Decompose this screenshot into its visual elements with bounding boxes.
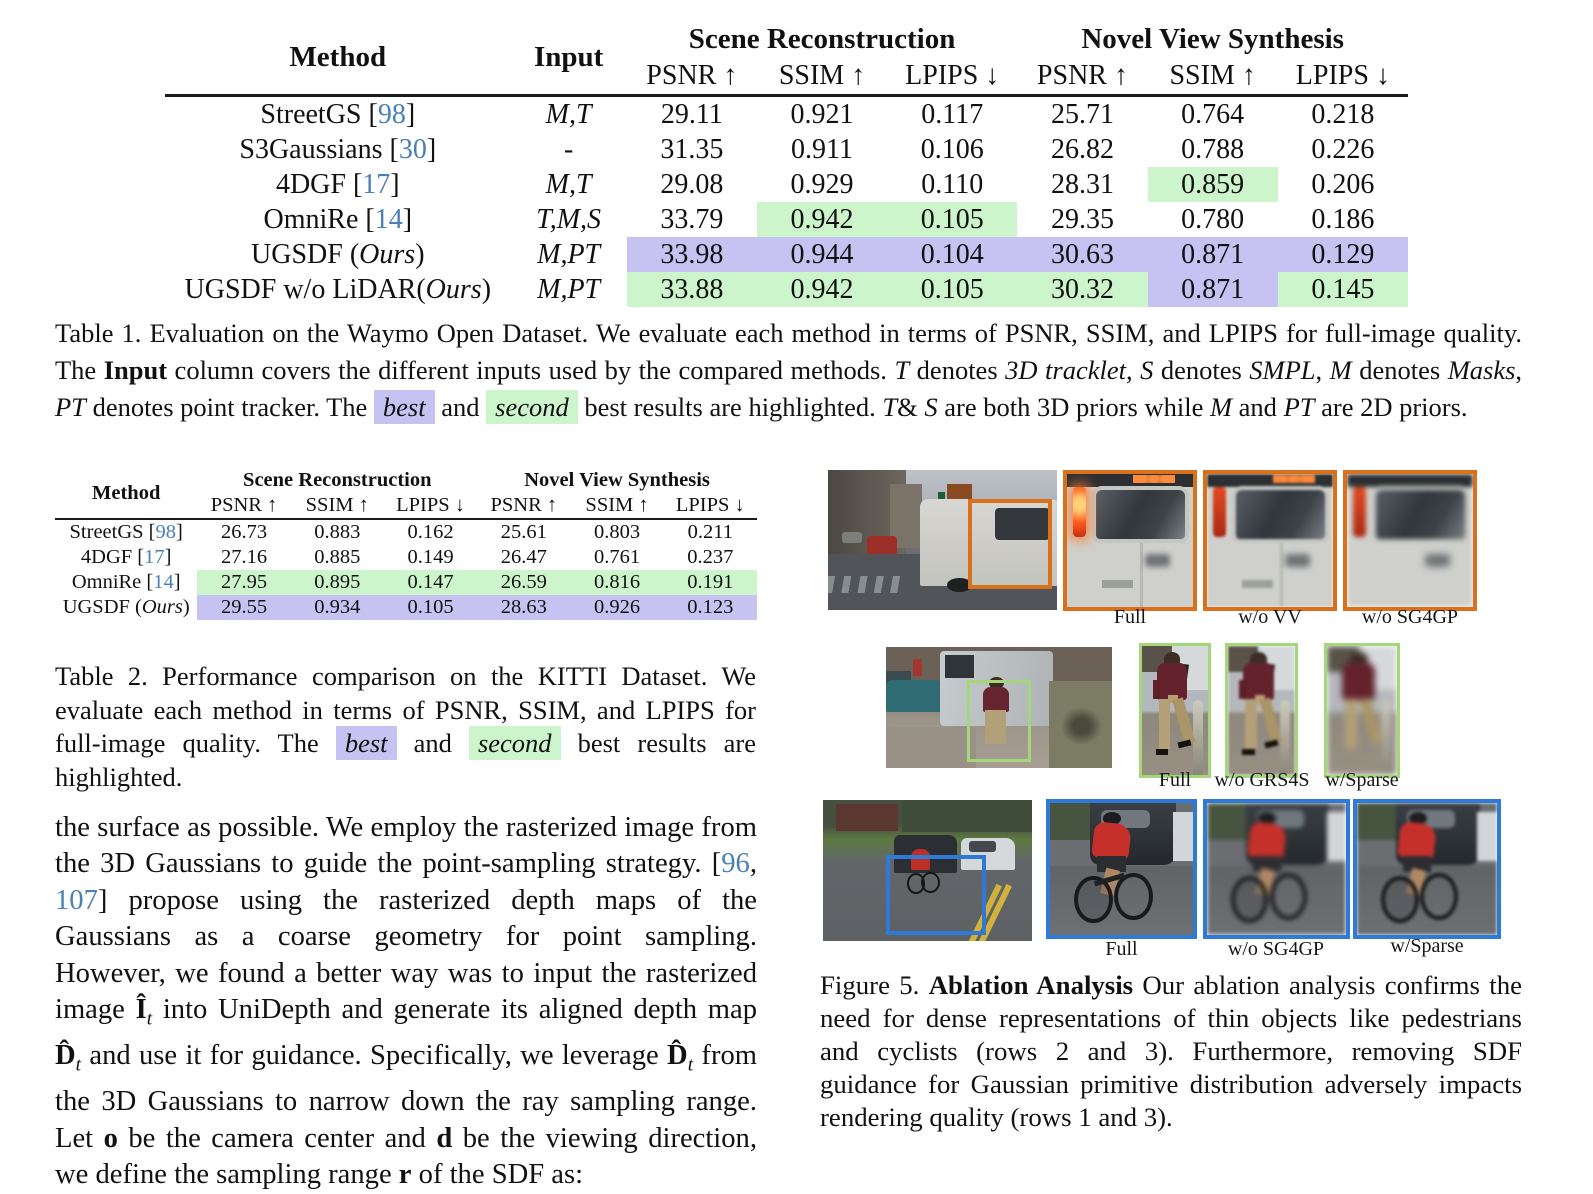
metric-cell: 0.117 [921, 98, 984, 130]
metric-cell-best: 33.98 [627, 237, 757, 272]
cyclist-render [1050, 803, 1193, 935]
figure5-row3-crop-w-sparse [1353, 799, 1501, 939]
text-segment: UGSDF ( [251, 238, 360, 270]
text-segment: ) [481, 273, 492, 305]
text-segment: OmniRe [ [71, 571, 154, 593]
van-shadow-blob [1145, 554, 1170, 567]
table-row [55, 519, 757, 545]
text-segment: and [1232, 392, 1284, 422]
text-segment: , [1125, 355, 1141, 385]
metric-cell: 0.788 [1181, 133, 1245, 165]
figure5-row1-label-wo-vv: w/o VV [1238, 606, 1302, 628]
metric-cell-second-best: 30.32 [1017, 272, 1147, 307]
text-segment: Ours [141, 596, 183, 618]
citation-link[interactable]: 96 [721, 848, 750, 880]
text-segment: from the 3D Gaussians to narrow down the ray sampling range. Let [55, 1040, 758, 1154]
table-row [55, 595, 757, 620]
metric-cell: 26.47 [500, 546, 547, 568]
table-row [165, 272, 1408, 307]
white-car [1173, 812, 1193, 861]
text-segment: best [336, 726, 397, 760]
pedestrian-leg [1259, 697, 1282, 745]
text-segment: Ablation Analysis [928, 970, 1134, 1000]
citation-link[interactable]: 17 [144, 546, 165, 568]
method-cell [165, 272, 511, 307]
figure5-row2-label-full: Full [1158, 769, 1192, 791]
text-segment: StreetGS [ [69, 521, 156, 543]
text-segment: S [1140, 355, 1154, 385]
table1-waymo-results [165, 20, 1408, 307]
input-cell: - [563, 133, 574, 165]
metric-cell-best: 0.105 [384, 595, 477, 620]
bicycle-wheel [1231, 876, 1269, 924]
van-taillight [1213, 487, 1226, 536]
text-segment: ] propose using the rasterized depth maps of the Gaussians as a coarse geometry for point sampling. However, we found a better way was to input the rasterized image [55, 884, 757, 1026]
metric-cell-second-best: 0.942 [757, 202, 887, 237]
table2-caption [55, 660, 756, 794]
sidewalk [886, 727, 976, 768]
text-segment: ] [426, 133, 437, 165]
input-cell: M,PT [537, 273, 601, 305]
text-segment: PT [1283, 392, 1315, 422]
metric-cell: 25.61 [500, 521, 547, 543]
metric-cell-best: 0.944 [757, 237, 887, 272]
text-segment: T [894, 355, 910, 385]
text-segment: ] [402, 203, 413, 235]
text-segment: SMPL [1249, 355, 1316, 385]
text-segment: Î [135, 994, 147, 1026]
metric-cell-best: 0.871 [1148, 237, 1278, 272]
table2-col-psnr-nvs: PSNR ↑ [477, 493, 570, 519]
metric-cell: 0.780 [1181, 203, 1245, 235]
text-segment: ) [415, 238, 425, 270]
text-segment: denotes [909, 355, 1006, 385]
input-cell: M,PT [537, 238, 601, 270]
figure5-row2-label-wo-grs4s: w/o GRS4S [1214, 769, 1310, 791]
pedestrian-leg [1359, 697, 1383, 745]
van-window [945, 655, 974, 678]
metric-cell: 29.35 [1050, 203, 1114, 235]
van-door-seam [1280, 543, 1283, 607]
pedestrian-leg [1345, 699, 1357, 749]
van-rear-render [1347, 474, 1473, 607]
metric-cell-best: 0.123 [664, 595, 757, 620]
metric-cell: 29.08 [660, 168, 724, 200]
van-marker-lights [1273, 475, 1316, 483]
metric-cell: 0.218 [1311, 98, 1375, 130]
text-segment: r [398, 1159, 412, 1191]
metric-cell-second-best: 0.105 [887, 272, 1017, 307]
figure5-row3-label-full: Full [1105, 938, 1138, 960]
text-segment: ] [173, 571, 181, 593]
bollard [1193, 700, 1203, 775]
text-segment: 3D tracklet [1005, 355, 1126, 385]
pedestrian-leg [1159, 699, 1170, 749]
text-segment: d [436, 1122, 453, 1154]
metric-cell: 26.73 [220, 521, 268, 543]
metric-cell: 33.79 [660, 203, 724, 235]
figure5-row2-crop-w-sparse [1324, 643, 1400, 778]
metric-cell: 0.206 [1311, 168, 1375, 200]
figure5-row1-label-full: Full [1113, 606, 1147, 628]
metric-cell-best: 0.104 [887, 237, 1017, 272]
text-segment: t [75, 1054, 82, 1076]
text-segment: second [486, 390, 578, 424]
text-segment: M [1209, 392, 1233, 422]
table1-col-ssim-nvs: SSIM ↑ [1148, 58, 1278, 96]
metric-cell-best: 0.129 [1278, 237, 1408, 272]
trees [902, 800, 1032, 832]
table1-col-lpips-sr: LPIPS ↓ [887, 58, 1017, 96]
text-segment: ) [182, 596, 190, 618]
text-segment: be the camera center and [117, 1122, 437, 1154]
figure5-row3-label-wo-sg4gp: w/o SG4GP [1227, 938, 1325, 960]
pedestrian-render [1142, 646, 1208, 775]
method-cell [165, 237, 511, 272]
figure5-row2-crop-wo-grs4s [1225, 643, 1298, 778]
white-car [1327, 812, 1346, 861]
text-segment: Table 1. Evaluation on the Waymo Open Dataset. We evaluate each method in terms of PSNR, SSIM, and LPIPS for full-image quality. The [55, 318, 1522, 385]
text-segment: into UniDepth and generate its aligned depth map [152, 994, 758, 1026]
table2-col-lpips-sr: LPIPS ↓ [384, 493, 477, 519]
metric-cell-best: 30.63 [1017, 237, 1147, 272]
figure5-row3-label-w-sparse: w/Sparse [1390, 935, 1464, 957]
method-cell [165, 96, 511, 133]
text-segment: o [103, 1122, 118, 1154]
pedestrian-arm [1239, 680, 1246, 699]
metric-cell-second-best: 26.59 [477, 570, 570, 595]
method-cell [165, 202, 511, 237]
text-segment: ] [164, 546, 172, 568]
metric-cell-second-best: 33.88 [627, 272, 757, 307]
table1-input-header: Input [511, 20, 627, 96]
table1-caption [55, 315, 1522, 426]
metric-cell: 0.929 [790, 168, 854, 200]
cyclist-torso [1091, 821, 1132, 860]
method-cell [165, 132, 511, 167]
table1-group-scene-reconstruction: Scene Reconstruction [688, 22, 956, 55]
text-segment: D̂ [55, 1040, 76, 1072]
table2-method-header: Method [55, 468, 197, 519]
text-segment: D̂ [667, 1040, 688, 1072]
method-cell [165, 167, 511, 202]
metric-cell: 0.149 [407, 546, 454, 568]
pedestrian-shirt [1342, 663, 1374, 699]
text-segment: UGSDF ( [62, 596, 142, 618]
van-plate [1102, 580, 1132, 588]
text-segment: S [924, 392, 938, 422]
metric-cell-second-best: 0.105 [887, 202, 1017, 237]
text-segment: 4DGF [ [275, 168, 363, 200]
table-row [165, 237, 1408, 272]
cyclist-torso [1397, 821, 1437, 860]
metric-cell-second-best: 27.95 [197, 570, 290, 595]
text-segment: best results are highlighted. [577, 392, 883, 422]
table2-group-scene-reconstruction: Scene Reconstruction [243, 469, 432, 491]
table-row [165, 167, 1408, 202]
metric-cell-second-best: 0.816 [570, 570, 663, 595]
figure5-caption [820, 969, 1522, 1134]
text-segment: are 2D priors. [1314, 392, 1468, 422]
text-segment: denotes point tracker. The [85, 392, 374, 422]
metric-cell: 0.883 [314, 521, 361, 543]
van-rear-render [1207, 474, 1333, 607]
metric-cell: 0.106 [920, 133, 984, 165]
bicycle-wheel [1270, 873, 1308, 921]
text-segment: best [374, 390, 435, 424]
bounding-box-orange [968, 499, 1053, 589]
table-row [165, 96, 1408, 133]
van-door-seam [1140, 543, 1143, 607]
input-cell: M,T [545, 168, 592, 200]
method-cell [55, 595, 197, 620]
table1-col-lpips-nvs: LPIPS ↓ [1278, 58, 1408, 96]
figure5-row2-label-w-sparse: w/Sparse [1325, 769, 1399, 791]
table2-col-ssim-nvs: SSIM ↑ [570, 493, 663, 519]
metric-cell-second-best: 0.895 [291, 570, 384, 595]
pedestrian-arm [1153, 680, 1160, 699]
figure5-row1-crop-full [1063, 470, 1197, 611]
citation-link[interactable]: 17 [362, 168, 391, 200]
method-cell [55, 519, 197, 545]
input-cell: T,M,S [536, 203, 602, 235]
text-segment: t [687, 1054, 694, 1076]
metric-cell-best: 0.871 [1148, 272, 1278, 307]
table1-col-psnr-sr: PSNR ↑ [627, 58, 757, 96]
text-segment: S3Gaussians [ [239, 133, 399, 165]
metric-cell: 0.110 [921, 168, 984, 200]
text-segment: column covers the different inputs used by the compared methods. [167, 355, 895, 385]
table2-grid [55, 468, 757, 620]
text-segment: UGSDF w/o LiDAR( [184, 273, 426, 305]
table1-group-novel-view-synthesis: Novel View Synthesis [1081, 22, 1344, 55]
bollard [1381, 700, 1392, 775]
text-segment: t [146, 1008, 153, 1030]
van-rear-render [1067, 474, 1193, 607]
text-segment: , [1315, 355, 1330, 385]
text-segment: Input [103, 355, 168, 385]
figure5-row1-label-wo-sg4gp: w/o SG4GP [1361, 606, 1459, 628]
table2-group-novel-view-synthesis: Novel View Synthesis [524, 469, 710, 491]
pedestrian-shoe [1156, 749, 1169, 755]
citation-link[interactable]: 14 [374, 203, 403, 235]
metric-cell: 0.921 [790, 98, 854, 130]
figure5-row3-scene-image [823, 800, 1032, 941]
metric-cell: 0.885 [314, 546, 361, 568]
table1-col-psnr-nvs: PSNR ↑ [1017, 58, 1147, 96]
van-taillight [1353, 487, 1366, 536]
text-segment: T [882, 392, 898, 422]
van-shadow-blob [1285, 554, 1310, 567]
pedestrian-render [1327, 646, 1397, 775]
text-segment: and [396, 728, 469, 758]
metric-cell: 27.16 [220, 546, 268, 568]
metric-cell: 0.761 [593, 546, 641, 568]
bicycle-wheel [1114, 873, 1153, 921]
figure5-row2-scene-image [886, 647, 1112, 768]
cyclist-render [1207, 803, 1346, 935]
citation-link[interactable]: 30 [398, 133, 427, 165]
far-pedestrian [913, 659, 922, 676]
text-segment: 4DGF [ [80, 546, 145, 568]
text-segment: Masks [1447, 355, 1516, 385]
pedestrian-leg [1245, 699, 1256, 749]
metric-cell: 0.764 [1181, 98, 1245, 130]
text-segment: OmniRe [ [263, 203, 375, 235]
van-rear-window [1232, 486, 1329, 543]
text-segment: Table 2. Performance comparison on the KITTI Dataset. We evaluate each method in terms of PSNR, SSIM, and LPIPS for full-image quality. The [55, 661, 756, 758]
text-segment: be the viewing direction, we define the sampling range [55, 1122, 757, 1191]
text-segment: second [469, 726, 561, 760]
van-plate [1242, 580, 1272, 588]
table2-col-lpips-nvs: LPIPS ↓ [664, 493, 757, 519]
pedestrian-shoe [1264, 740, 1278, 749]
metric-cell: 0.803 [593, 521, 641, 543]
text-segment: denotes [1153, 355, 1250, 385]
pedestrian-shoe [1242, 749, 1255, 755]
bounding-box-blue [886, 855, 986, 935]
graffiti [1062, 708, 1100, 744]
table2-col-ssim-sr: SSIM ↑ [291, 493, 384, 519]
figure5-row1-crop-wo-sg4gp [1343, 470, 1477, 611]
pedestrian-render [1228, 646, 1295, 775]
metric-cell: 31.35 [660, 133, 724, 165]
red-car [867, 536, 897, 554]
text-segment: denotes [1351, 355, 1448, 385]
metric-cell-best: 29.55 [197, 595, 290, 620]
metric-cell: 0.911 [791, 133, 853, 165]
figure5-row2-crop-full [1139, 643, 1211, 778]
table-row [165, 132, 1408, 167]
van-rear-window [1372, 486, 1469, 543]
metric-cell: 0.237 [687, 546, 734, 568]
text-segment: Our ablation analysis confirms the need for dense representations of thin objects like pedestrians and cyclists (rows 2 and 3). Furthermore, removing SDF guidance for Gaussian primitive distribution adversely impacts rendering quality (rows 1 and 3). [820, 970, 1522, 1132]
text-segment: ] [405, 98, 416, 130]
bounding-box-green [967, 680, 1030, 762]
far-car [842, 532, 863, 543]
metric-cell-second-best: 0.942 [757, 272, 887, 307]
cyclist-render [1357, 803, 1497, 935]
metric-cell: 0.162 [407, 521, 454, 543]
van-shadow-blob [1425, 554, 1450, 567]
figure5-row3-crop-full [1046, 799, 1197, 939]
bicycle-wheel [1420, 873, 1458, 921]
text-segment: of the SDF as: [411, 1159, 584, 1191]
metric-cell: 0.211 [687, 521, 734, 543]
text-segment: and use it for guidance. Specifically, we leverage [81, 1040, 668, 1072]
text-segment: & [897, 392, 925, 422]
table1-col-ssim-sr: SSIM ↑ [757, 58, 887, 96]
text-segment: and [434, 392, 487, 422]
citation-link[interactable]: 107 [55, 884, 98, 916]
metric-cell-best: 0.934 [291, 595, 384, 620]
figure5-row1-scene-image [828, 470, 1057, 610]
text-segment: Figure 5. [820, 970, 929, 1000]
metric-cell: 29.11 [660, 98, 723, 130]
van-marker-lights [1133, 475, 1176, 483]
figure5-row1-crop-wo-vv [1203, 470, 1337, 611]
text-segment: M [1329, 355, 1352, 385]
text-segment: are both 3D priors while [937, 392, 1210, 422]
metric-cell-best: 0.926 [570, 595, 663, 620]
text-segment: the surface as possible. We employ the rasterized image from the 3D Gaussians to guide the point-sampling strategy. [ [55, 812, 757, 880]
metric-cell: 25.71 [1050, 98, 1114, 130]
body-paragraph [55, 810, 757, 1194]
metric-cell: 0.226 [1311, 133, 1375, 165]
van-rear-window [1092, 486, 1189, 543]
input-cell: M,T [545, 98, 592, 130]
text-segment: , [749, 848, 757, 880]
metric-cell-second-best: 0.145 [1278, 272, 1408, 307]
table2-kitti-results [55, 468, 757, 620]
table1-grid [165, 20, 1408, 307]
metric-cell: 0.186 [1311, 203, 1375, 235]
metric-cell: 28.31 [1050, 168, 1114, 200]
table1-method-header: Method [165, 20, 511, 96]
metric-cell-second-best: 0.191 [664, 570, 757, 595]
table-row [55, 545, 757, 570]
text-segment: StreetGS [ [260, 98, 378, 130]
bicycle-wheel [1381, 876, 1419, 924]
table-row [165, 202, 1408, 237]
metric-cell: 26.82 [1050, 133, 1114, 165]
teal-car [886, 680, 945, 713]
text-segment: , [1515, 355, 1523, 385]
method-cell [55, 570, 197, 595]
text-segment: PT [55, 392, 86, 422]
cyclist-torso [1247, 821, 1287, 860]
metric-cell-second-best: 0.859 [1148, 167, 1278, 202]
figure5-row3-crop-wo-sg4gp [1203, 799, 1350, 939]
citation-link[interactable]: 14 [153, 571, 174, 593]
white-car-window [969, 841, 996, 852]
table-row [55, 570, 757, 595]
text-segment: ] [176, 521, 183, 543]
crosswalk [828, 576, 906, 593]
text-segment: ] [390, 168, 400, 200]
citation-link[interactable]: 98 [155, 521, 177, 543]
metric-cell-best: 28.63 [477, 595, 570, 620]
table2-col-psnr-sr: PSNR ↑ [197, 493, 290, 519]
van-taillight [1073, 487, 1086, 536]
text-segment: Ours [359, 238, 416, 270]
method-cell [55, 545, 197, 570]
citation-link[interactable]: 98 [377, 98, 406, 130]
pedestrian-shoe [1178, 740, 1192, 749]
red-building [836, 804, 899, 831]
text-segment: best results are highlighted. [55, 728, 756, 792]
text-segment: Ours [425, 273, 482, 305]
white-car [1477, 812, 1497, 861]
metric-cell-second-best: 0.147 [384, 570, 477, 595]
